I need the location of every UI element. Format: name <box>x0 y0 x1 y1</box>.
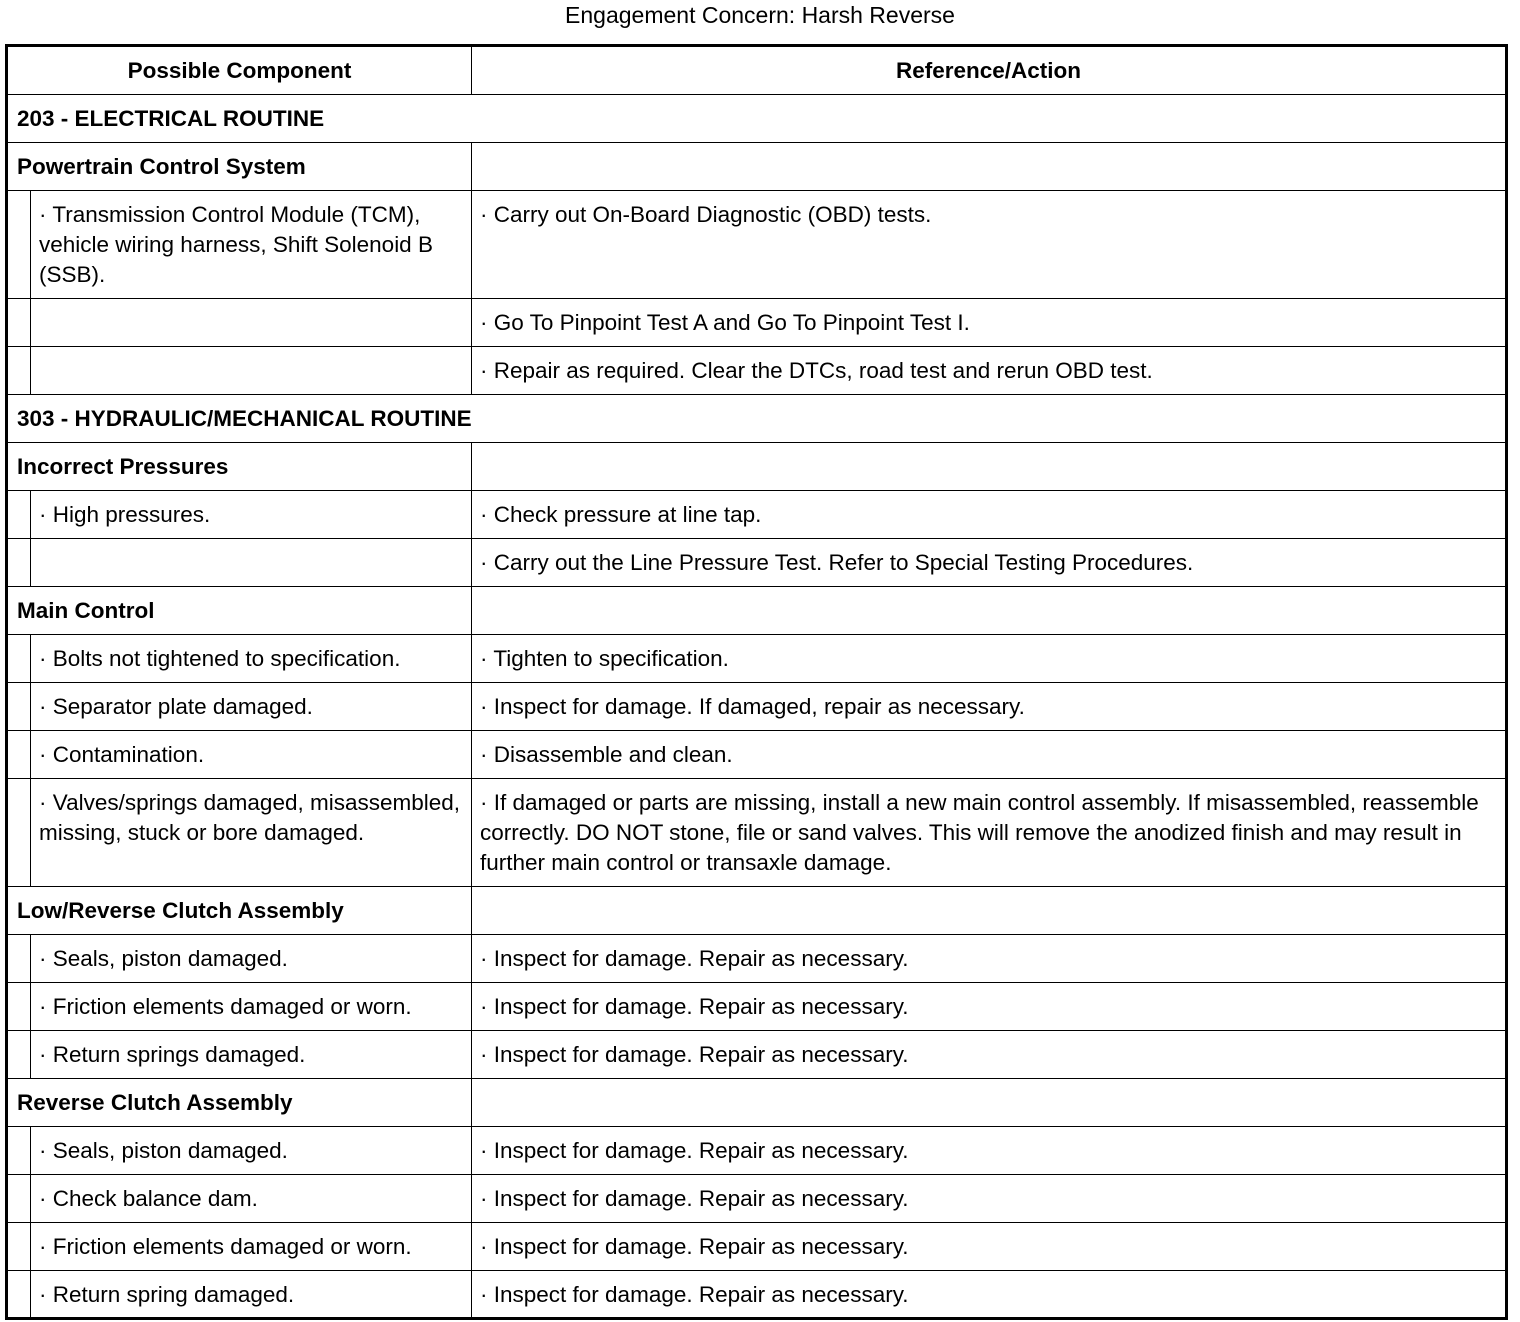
indent-cell <box>7 1223 31 1271</box>
header-possible-component: Possible Component <box>7 46 472 95</box>
component-cell: · Friction elements damaged or worn. <box>31 983 472 1031</box>
indent-cell <box>7 1271 31 1319</box>
table-row <box>7 983 1507 1031</box>
table-row <box>7 539 1507 587</box>
section-row <box>7 95 1507 143</box>
indent-cell <box>7 1031 31 1079</box>
component-cell: · High pressures. <box>31 491 472 539</box>
table-row <box>7 1271 1507 1319</box>
action-cell: · Carry out On-Board Diagnostic (OBD) tests. <box>472 191 1507 299</box>
action-cell: · Inspect for damage. If damaged, repair as necessary. <box>472 683 1507 731</box>
empty-action-cell <box>472 587 1507 635</box>
subsection-row <box>7 443 1507 491</box>
component-cell <box>31 347 472 395</box>
table-row <box>7 1175 1507 1223</box>
action-cell: · Inspect for damage. Repair as necessary. <box>472 1175 1507 1223</box>
action-cell: · Tighten to specification. <box>472 635 1507 683</box>
indent-cell <box>7 1127 31 1175</box>
action-cell: · Repair as required. Clear the DTCs, road test and rerun OBD test. <box>472 347 1507 395</box>
indent-cell <box>7 347 31 395</box>
table-row <box>7 731 1507 779</box>
table-row <box>7 779 1507 887</box>
subsection-row <box>7 887 1507 935</box>
action-cell: · Inspect for damage. Repair as necessary. <box>472 1271 1507 1319</box>
empty-action-cell <box>472 443 1507 491</box>
component-cell <box>31 299 472 347</box>
header-reference-action: Reference/Action <box>472 46 1507 95</box>
action-cell: · Disassemble and clean. <box>472 731 1507 779</box>
table-row <box>7 299 1507 347</box>
subsection-row <box>7 143 1507 191</box>
table-row <box>7 1127 1507 1175</box>
subsection-heading: Reverse Clutch Assembly <box>7 1079 472 1127</box>
action-cell: · Inspect for damage. Repair as necessary. <box>472 983 1507 1031</box>
action-cell: · Inspect for damage. Repair as necessary. <box>472 1223 1507 1271</box>
table-row <box>7 635 1507 683</box>
component-cell: · Separator plate damaged. <box>31 683 472 731</box>
component-cell: · Friction elements damaged or worn. <box>31 1223 472 1271</box>
component-cell: · Seals, piston damaged. <box>31 935 472 983</box>
subsection-row <box>7 1079 1507 1127</box>
component-cell: · Contamination. <box>31 731 472 779</box>
indent-cell <box>7 779 31 887</box>
indent-cell <box>7 983 31 1031</box>
subsection-row <box>7 587 1507 635</box>
table-body <box>7 95 1507 1319</box>
empty-action-cell <box>472 1079 1507 1127</box>
empty-action-cell <box>472 887 1507 935</box>
action-cell: · Carry out the Line Pressure Test. Refer to Special Testing Procedures. <box>472 539 1507 587</box>
table-row <box>7 347 1507 395</box>
action-cell: · If damaged or parts are missing, install a new main control assembly. If misassembled, reassemble correctly. DO NOT stone, file or sand valves. This will remove the anodized finish and may result in further main control or transaxle damage. <box>472 779 1507 887</box>
subsection-heading: Low/Reverse Clutch Assembly <box>7 887 472 935</box>
table-row <box>7 683 1507 731</box>
component-cell: · Seals, piston damaged. <box>31 1127 472 1175</box>
subsection-heading: Incorrect Pressures <box>7 443 472 491</box>
table-row <box>7 935 1507 983</box>
subsection-heading: Powertrain Control System <box>7 143 472 191</box>
table-row <box>7 491 1507 539</box>
indent-cell <box>7 491 31 539</box>
action-cell: · Check pressure at line tap. <box>472 491 1507 539</box>
component-cell: · Bolts not tightened to specification. <box>31 635 472 683</box>
action-cell: · Inspect for damage. Repair as necessary. <box>472 1031 1507 1079</box>
component-cell: · Return springs damaged. <box>31 1031 472 1079</box>
indent-cell <box>7 299 31 347</box>
action-cell: · Inspect for damage. Repair as necessary. <box>472 935 1507 983</box>
indent-cell <box>7 1175 31 1223</box>
component-cell: · Check balance dam. <box>31 1175 472 1223</box>
diagnosis-table <box>5 44 1508 1320</box>
component-cell: · Valves/springs damaged, misassembled, missing, stuck or bore damaged. <box>31 779 472 887</box>
component-cell: · Return spring damaged. <box>31 1271 472 1319</box>
component-cell <box>31 539 472 587</box>
table-row <box>7 1031 1507 1079</box>
page-title: Engagement Concern: Harsh Reverse <box>565 2 955 28</box>
indent-cell <box>7 683 31 731</box>
indent-cell <box>7 191 31 299</box>
indent-cell <box>7 935 31 983</box>
component-cell: · Transmission Control Module (TCM), vehicle wiring harness, Shift Solenoid B (SSB). <box>31 191 472 299</box>
subsection-heading: Main Control <box>7 587 472 635</box>
action-cell: · Inspect for damage. Repair as necessary. <box>472 1127 1507 1175</box>
action-cell: · Go To Pinpoint Test A and Go To Pinpoint Test I. <box>472 299 1507 347</box>
indent-cell <box>7 539 31 587</box>
section-heading: 303 - HYDRAULIC/MECHANICAL ROUTINE <box>7 395 1507 443</box>
table-row <box>7 1223 1507 1271</box>
table-row <box>7 191 1507 299</box>
section-heading: 203 - ELECTRICAL ROUTINE <box>7 95 1507 143</box>
empty-action-cell <box>472 143 1507 191</box>
section-row <box>7 395 1507 443</box>
indent-cell <box>7 731 31 779</box>
indent-cell <box>7 635 31 683</box>
